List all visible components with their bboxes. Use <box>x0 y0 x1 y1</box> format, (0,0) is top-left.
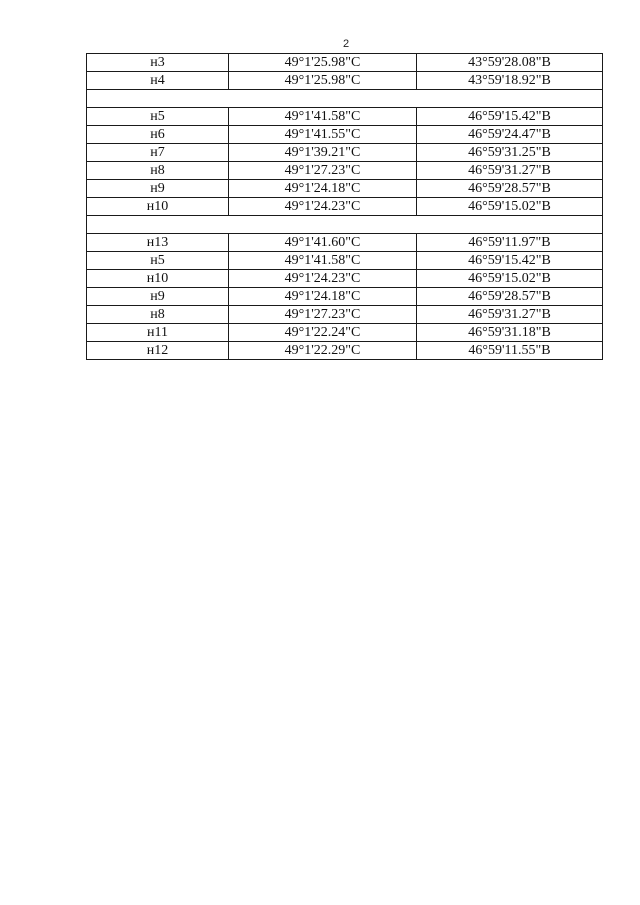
longitude-cell: 46°59'31.18"В <box>417 324 603 342</box>
point-name-cell: н5 <box>87 252 229 270</box>
longitude-cell: 46°59'31.27"В <box>417 306 603 324</box>
longitude-cell: 46°59'28.57"В <box>417 288 603 306</box>
table-row <box>87 306 603 324</box>
longitude-cell: 43°59'28.08"В <box>417 54 603 72</box>
latitude-cell: 49°1'24.23"С <box>229 270 417 288</box>
point-name-cell: н13 <box>87 234 229 252</box>
group-separator-cell <box>87 90 603 108</box>
longitude-cell: 46°59'28.57"В <box>417 180 603 198</box>
point-name-cell: н6 <box>87 126 229 144</box>
point-name-cell: н12 <box>87 342 229 360</box>
point-name-cell: н5 <box>87 108 229 126</box>
longitude-cell: 46°59'15.42"В <box>417 108 603 126</box>
longitude-cell: 43°59'18.92"В <box>417 72 603 90</box>
coordinates-table-body <box>87 54 603 360</box>
table-row <box>87 162 603 180</box>
latitude-cell: 49°1'27.23"С <box>229 162 417 180</box>
longitude-cell: 46°59'24.47"В <box>417 126 603 144</box>
latitude-cell: 49°1'25.98"С <box>229 72 417 90</box>
latitude-cell: 49°1'41.60"С <box>229 234 417 252</box>
point-name-cell: н8 <box>87 306 229 324</box>
point-name-cell: н9 <box>87 180 229 198</box>
latitude-cell: 49°1'24.23"С <box>229 198 417 216</box>
longitude-cell: 46°59'11.55"В <box>417 342 603 360</box>
latitude-cell: 49°1'39.21"С <box>229 144 417 162</box>
longitude-cell: 46°59'15.02"В <box>417 270 603 288</box>
point-name-cell: н3 <box>87 54 229 72</box>
table-row <box>87 198 603 216</box>
longitude-cell: 46°59'31.27"В <box>417 162 603 180</box>
coordinates-table <box>86 53 603 360</box>
group-separator-row <box>87 90 603 108</box>
group-separator-cell <box>87 216 603 234</box>
latitude-cell: 49°1'41.55"С <box>229 126 417 144</box>
table-row <box>87 342 603 360</box>
table-row <box>87 180 603 198</box>
point-name-cell: н8 <box>87 162 229 180</box>
table-row <box>87 234 603 252</box>
table-row <box>87 126 603 144</box>
page-number: 2 <box>342 38 350 50</box>
table-row <box>87 270 603 288</box>
longitude-cell: 46°59'15.42"В <box>417 252 603 270</box>
latitude-cell: 49°1'25.98"С <box>229 54 417 72</box>
latitude-cell: 49°1'41.58"С <box>229 108 417 126</box>
point-name-cell: н9 <box>87 288 229 306</box>
latitude-cell: 49°1'22.24"С <box>229 324 417 342</box>
group-separator-row <box>87 216 603 234</box>
longitude-cell: 46°59'11.97"В <box>417 234 603 252</box>
point-name-cell: н10 <box>87 198 229 216</box>
point-name-cell: н4 <box>87 72 229 90</box>
longitude-cell: 46°59'15.02"В <box>417 198 603 216</box>
table-row <box>87 108 603 126</box>
latitude-cell: 49°1'24.18"С <box>229 180 417 198</box>
point-name-cell: н7 <box>87 144 229 162</box>
table-row <box>87 144 603 162</box>
longitude-cell: 46°59'31.25"В <box>417 144 603 162</box>
latitude-cell: 49°1'22.29"С <box>229 342 417 360</box>
table-row <box>87 288 603 306</box>
table-row <box>87 72 603 90</box>
point-name-cell: н10 <box>87 270 229 288</box>
table-row <box>87 54 603 72</box>
table-row <box>87 324 603 342</box>
latitude-cell: 49°1'41.58"С <box>229 252 417 270</box>
latitude-cell: 49°1'24.18"С <box>229 288 417 306</box>
table-row <box>87 252 603 270</box>
latitude-cell: 49°1'27.23"С <box>229 306 417 324</box>
point-name-cell: н11 <box>87 324 229 342</box>
